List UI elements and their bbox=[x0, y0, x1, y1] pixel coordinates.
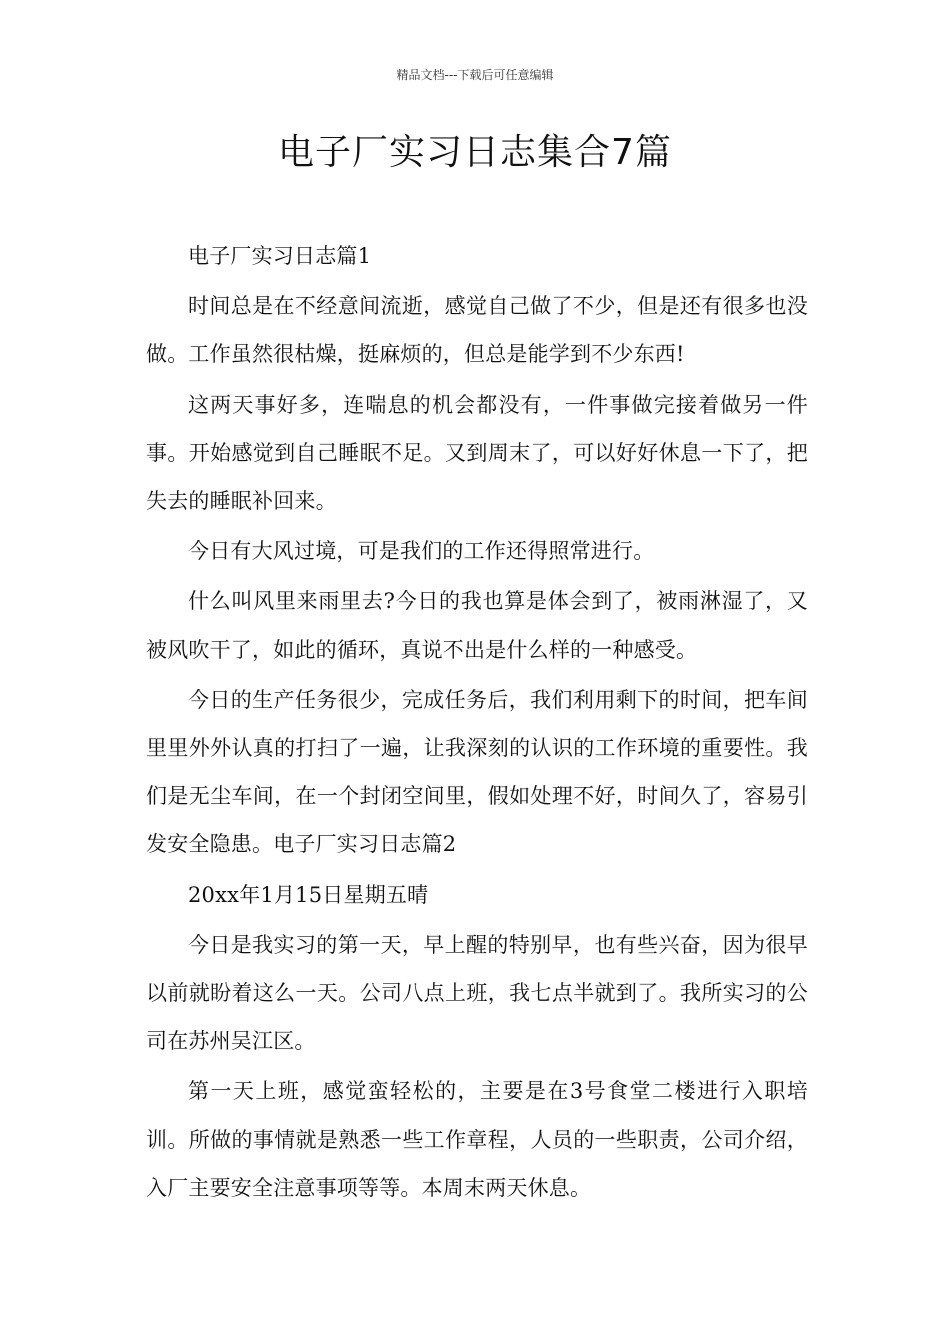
header-watermark-text: 精品文档---下载后可任意编辑 bbox=[396, 68, 554, 82]
paragraph: 什么叫风里来雨里去?今日的我也算是体会到了，被雨淋湿了，又被风吹干了，如此的循环，真说不出是什么样的一种感受。 bbox=[146, 589, 808, 662]
paragraph: 今日有大风过境，可是我们的工作还得照常进行。 bbox=[188, 539, 655, 564]
entry-date-line: 20xx年1月15日星期五晴 bbox=[188, 882, 429, 907]
document-body bbox=[146, 232, 808, 1214]
page-header bbox=[0, 67, 950, 83]
section-heading-1: 电子厂实习日志篇1 bbox=[188, 244, 372, 268]
paragraph: 时间总是在不经意间流逝，感觉自己做了不少，但是还有很多也没做。工作虽然很枯燥，挺麻烦的，但总是能学到不少东西! bbox=[146, 294, 808, 367]
paragraph: 这两天事好多，连喘息的机会都没有，一件事做完接着做另一件事。开始感觉到自己睡眠不足。又到周末了，可以好好休息一下了，把失去的睡眠补回来。 bbox=[146, 392, 808, 514]
paragraph: 今日的生产任务很少，完成任务后，我们利用剩下的时间，把车间里里外外认真的打扫了一遍，让我深刻的认识的工作环境的重要性。我们是无尘车间，在一个封闭空间里，假如处理不好，时间久了，容易引发安全隐患。电子厂实习日志篇2 bbox=[146, 687, 808, 857]
paragraph: 第一天上班，感觉蛮轻松的，主要是在3号食堂二楼进行入职培训。所做的事情就是熟悉一些工作章程，人员的一些职责，公司介绍，入厂主要安全注意事项等等。本周末两天休息。 bbox=[146, 1079, 808, 1200]
paragraph: 今日是我实习的第一天，早上醒的特别早，也有些兴奋，因为很早以前就盼着这么一天。公司八点上班，我七点半就到了。我所实习的公司在苏州吴江区。 bbox=[146, 932, 808, 1054]
document-title: 电子厂实习日志集合7篇 bbox=[278, 132, 672, 173]
